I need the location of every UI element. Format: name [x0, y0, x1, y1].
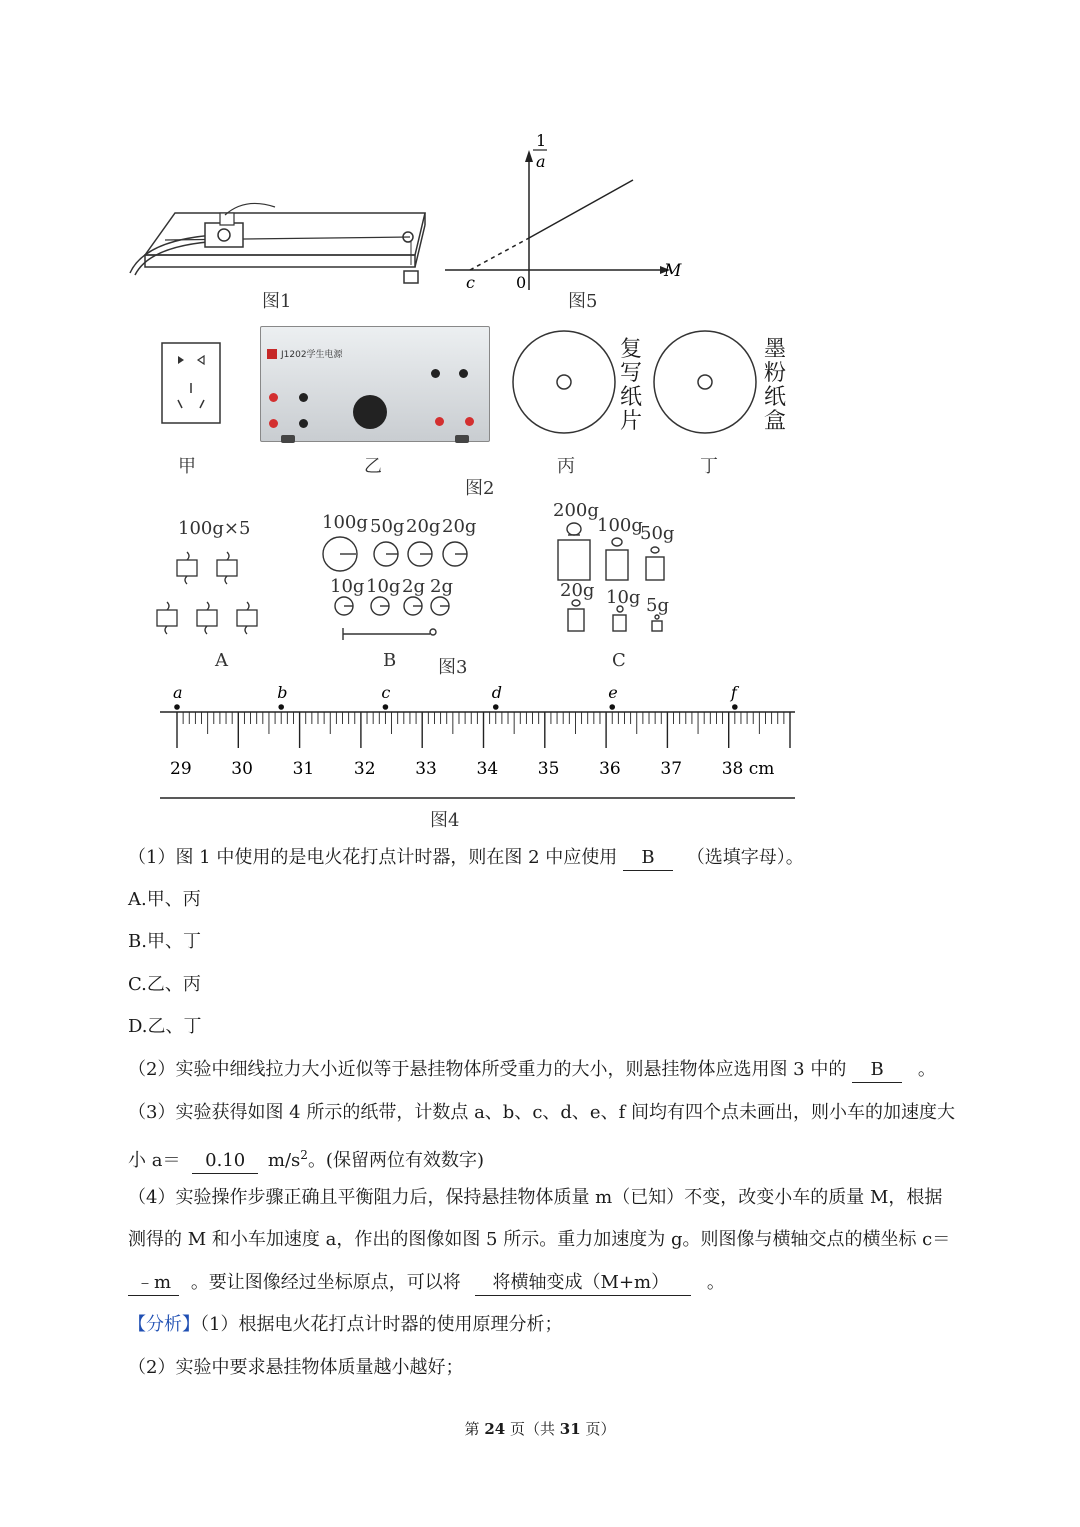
option-d: D.乙、丁: [128, 1016, 202, 1037]
q1-text: （1）图 1 中使用的是电火花打点计时器，则在图 2 中应使用: [128, 847, 618, 868]
fig3-c-mass-3: 50g: [640, 523, 675, 544]
question-1: [128, 846, 804, 871]
ruler-tick-label: 35: [537, 759, 560, 779]
fig3-b-label: B: [383, 650, 397, 671]
ruler-tick-label: 31: [292, 759, 315, 779]
analysis-tag: 【分析】: [128, 1314, 200, 1335]
question-3-line-2: [128, 1143, 484, 1174]
figure-2-caption: 图2: [465, 478, 495, 499]
question-2: [128, 1058, 936, 1083]
footer-mid: 页（共: [509, 1420, 555, 1438]
question-3-line-1: （3）实验获得如图 4 所示的纸带，计数点 a、b、c、d、e、f 间均有四个点未画出，则小车的加速度大: [128, 1102, 955, 1123]
tape-point-label-c: c: [381, 683, 391, 702]
footer-page-number: 24: [484, 1420, 506, 1438]
ruler-tick-label: 36: [599, 759, 621, 779]
q3-answer: 0.10: [192, 1149, 258, 1174]
fig3-b-mass-5: 10g: [330, 576, 365, 597]
ruler-tick-label: 33: [415, 759, 437, 779]
question-4-line-1: （4）实验操作步骤正确且平衡阻力后，保持悬挂物体质量 m（已知）不变，改变小车的质量 M，根据: [128, 1187, 943, 1208]
fig3-b-mass-4: 20g: [442, 516, 477, 537]
fig5-y-label-den: a: [536, 152, 546, 171]
tape-dot-a: [174, 704, 180, 710]
question-4-line-2: 测得的 M 和小车加速度 a，作出的图像如图 5 所示。重力加速度为 g。则图像与横轴交点的横坐标 c＝: [128, 1229, 951, 1250]
fig3-b-mass-1: 100g: [322, 512, 368, 533]
fig3-a-hook-weights: [150, 548, 270, 638]
fig3-c-mass-5: 10g: [606, 587, 641, 608]
figure-4-caption: 图4: [430, 810, 460, 831]
tape-point-label-e: e: [608, 683, 618, 702]
fig5-y-label-num: 1: [536, 131, 547, 150]
fig3-c-label: C: [612, 650, 626, 671]
carbon-paper-disc-image: [510, 328, 620, 438]
fig3-a-title: 100g×5: [178, 518, 251, 539]
ruler-tick-label: 32: [353, 759, 376, 779]
ruler-tick-label: 38 cm: [721, 759, 775, 779]
fig3-b-mass-6: 10g: [366, 576, 401, 597]
outlet-image: [160, 340, 224, 428]
ruler-tick-label: 29: [170, 759, 192, 779]
tape-dot-c: [383, 704, 389, 710]
tape-point-label-b: b: [277, 683, 288, 702]
figure-4-ruler-tape: [155, 680, 805, 802]
ruler-tick-label: 37: [660, 759, 683, 779]
tape-point-label-d: d: [491, 683, 503, 702]
tape-dot-f: [732, 704, 738, 710]
ink-cartridge-disc-image: [651, 328, 761, 438]
option-b: B.甲、丁: [128, 931, 201, 952]
q4-text-after: 。: [706, 1272, 725, 1293]
ruler-tick-label: 30: [231, 759, 253, 779]
analysis-line-2: （2）实验中要求悬挂物体质量越小越好；: [128, 1357, 464, 1378]
tape-point-label-a: a: [173, 683, 183, 702]
figure-3-caption: 图3: [438, 657, 468, 678]
fig2-label-bing: 丙: [557, 456, 575, 477]
q4-text-mid: 。要让图像经过坐标原点，可以将: [190, 1272, 461, 1293]
q2-text: （2）实验中细线拉力大小近似等于悬挂物体所受重力的大小，则悬挂物体应选用图 3 中的: [128, 1059, 847, 1080]
q2-text-after: 。: [917, 1059, 936, 1080]
figure-1-cart-track: [125, 195, 435, 295]
q4-answer-1: ﹣m: [128, 1271, 179, 1296]
fig3-b-mass-3: 20g: [406, 516, 441, 537]
fig3-c-mass-6: 5g: [646, 595, 669, 616]
q1-text-after: （选填字母）。: [686, 847, 804, 868]
fig3-c-mass-1: 200g: [553, 500, 599, 521]
fig3-c-mass-4: 20g: [560, 580, 595, 601]
carbon-paper-label: 复 写 纸 片: [620, 337, 643, 434]
fig5-origin-label: 0: [516, 273, 527, 292]
q3-text-after: 。(保留两位有效数字): [307, 1150, 484, 1171]
page-footer: [0, 1418, 1080, 1439]
analysis-text-1: （1）根据电火花打点计时器的使用原理分析；: [200, 1314, 563, 1335]
fig3-b-mass-7: 2g: [402, 576, 425, 597]
figure-5-graph: [440, 130, 690, 295]
power-supply-title: J1202学生电源: [281, 350, 343, 360]
fig2-label-yi: 乙: [364, 456, 382, 477]
footer-suffix: 页）: [585, 1420, 616, 1438]
option-a: A.甲、丙: [128, 889, 201, 910]
fig3-c-mass-2: 100g: [597, 515, 643, 536]
fig3-b-mass-8: 2g: [430, 576, 453, 597]
ink-cartridge-label: 墨 粉 纸 盒: [764, 337, 787, 434]
tape-dot-e: [609, 704, 615, 710]
footer-prefix: 第: [464, 1420, 480, 1438]
tape-dot-b: [278, 704, 284, 710]
fig3-b-mass-2: 50g: [370, 516, 405, 537]
fig2-label-ding: 丁: [700, 456, 718, 477]
q2-answer: B: [852, 1058, 902, 1083]
q3-unit: m/s: [267, 1150, 301, 1171]
ruler-tick-label: 34: [476, 759, 499, 779]
analysis-line-1: [128, 1313, 562, 1337]
q3-unit-sup: 2: [300, 1148, 308, 1162]
fig5-intercept-label: c: [466, 273, 475, 292]
figure-1-caption: 图1: [262, 291, 292, 312]
fig2-label-jia: 甲: [178, 456, 196, 477]
footer-total-pages: 31: [559, 1420, 581, 1438]
q4-answer-2: 将横轴变成（M+m）: [475, 1271, 692, 1296]
option-c: C.乙、丙: [128, 974, 201, 995]
power-supply-image: [260, 326, 490, 442]
figure-5-caption: 图5: [568, 291, 598, 312]
fig3-a-label: A: [215, 650, 228, 671]
q3-text: 小 a＝: [128, 1150, 181, 1171]
question-4-line-3: [128, 1271, 725, 1296]
tape-point-label-f: f: [730, 683, 737, 702]
tape-dot-d: [493, 704, 499, 710]
q1-answer: B: [623, 846, 673, 871]
fig5-x-label: M: [664, 261, 682, 281]
